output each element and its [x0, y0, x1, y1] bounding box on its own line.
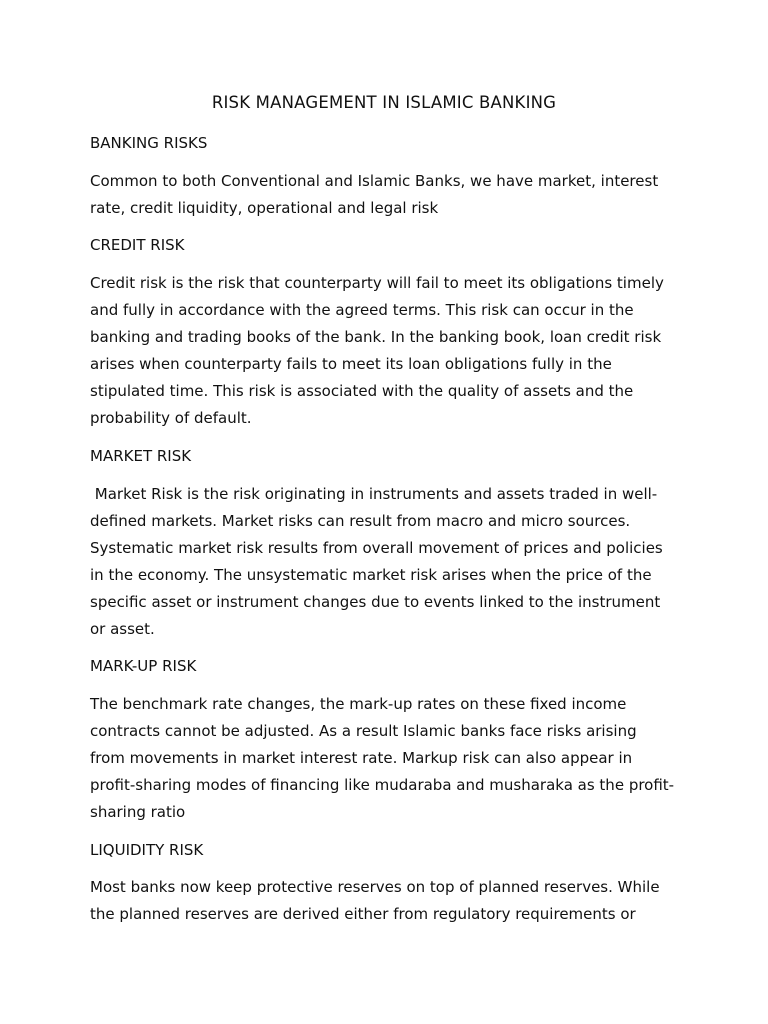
document-title: RISK MANAGEMENT IN ISLAMIC BANKING	[211, 93, 557, 112]
paragraph-line: The benchmark rate changes, the mark-up rates on these fixed income	[90, 695, 627, 713]
paragraph-line: Most banks now keep protective reserves on top of planned reserves. While	[90, 878, 660, 896]
paragraph-line: in the economy. The unsystematic market risk arises when the price of the	[90, 566, 652, 584]
section-heading-banking-risks: BANKING RISKS	[90, 134, 208, 152]
paragraph-line: the planned reserves are derived either from regulatory requirements or	[90, 905, 636, 923]
paragraph-line: stipulated time. This risk is associated with the quality of assets and the	[90, 382, 634, 400]
paragraph-line: contracts cannot be adjusted. As a result Islamic banks face risks arising	[90, 722, 637, 740]
section-heading-liquidity-risk: LIQUIDITY RISK	[90, 841, 204, 859]
paragraph-line: or asset.	[90, 620, 155, 638]
paragraph-line: profit-sharing modes of financing like mudaraba and musharaka as the profit-	[90, 776, 675, 794]
paragraph-line: Credit risk is the risk that counterparty will fail to meet its obligations timely	[90, 274, 664, 292]
paragraph-line: sharing ratio	[90, 803, 186, 821]
paragraph-line: Market Risk is the risk originating in instruments and assets traded in well-	[90, 485, 658, 503]
paragraph-line: from movements in market interest rate. Markup risk can also appear in	[90, 749, 633, 767]
section-heading-mark-up-risk: MARK-UP RISK	[90, 657, 197, 675]
paragraph-line: rate, credit liquidity, operational and legal risk	[90, 199, 439, 217]
paragraph-line: banking and trading books of the bank. In the banking book, loan credit risk	[90, 328, 662, 346]
paragraph-line: Systematic market risk results from overall movement of prices and policies	[90, 539, 663, 557]
paragraph-line: and fully in accordance with the agreed terms. This risk can occur in the	[90, 301, 634, 319]
paragraph-line: defined markets. Market risks can result from macro and micro sources.	[90, 512, 631, 530]
paragraph-line: specific asset or instrument changes due to events linked to the instrument	[90, 593, 661, 611]
paragraph-line: probability of default.	[90, 409, 252, 427]
section-heading-credit-risk: CREDIT RISK	[90, 236, 185, 254]
paragraph-line: Common to both Conventional and Islamic Banks, we have market, interest	[90, 172, 659, 190]
section-heading-market-risk: MARKET RISK	[90, 447, 192, 465]
paragraph-line: arises when counterparty fails to meet its loan obligations fully in the	[90, 355, 612, 373]
